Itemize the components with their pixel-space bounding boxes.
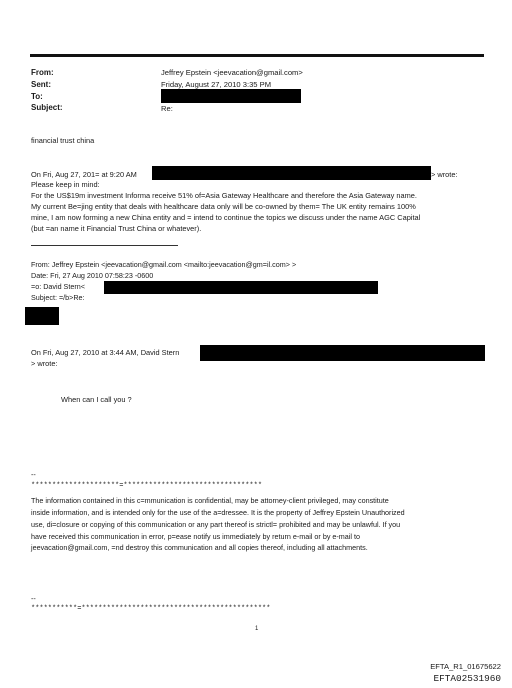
forward-to: =o: David Stern<	[31, 282, 85, 291]
quote1-line-4: (but =an name it Financial Trust China or whatever).	[31, 224, 202, 233]
separator-line	[31, 245, 178, 246]
forward-from: From: Jeffrey Epstein <jeevacation@gmail.com <mailto:jeevacation@gm=il.com> >	[31, 260, 297, 269]
redaction-forward-to	[104, 281, 378, 294]
disclaimer-line-4: jeevacation@gmail.com, =nd destroy this communication and all copies thereof, including all attachments.	[31, 543, 368, 552]
body-first-line: financial trust china	[31, 136, 95, 145]
disclaimer-line-2: use, di=closure or copying of this communication or any part thereof is strictl= prohibited and may be unlawful. If you	[31, 520, 401, 529]
footer-code-2: EFTA02531960	[433, 673, 501, 684]
redaction-quote2-sender	[200, 345, 485, 361]
page-number: 1	[255, 626, 259, 632]
sent-value: Friday, August 27, 2010 3:35 PM	[161, 80, 272, 89]
disclaimer-line-3: have received this communication in error, p=ease notify us immediately by return e-mail or by e-mail to	[31, 532, 360, 541]
question-line: When can I call you ?	[61, 395, 132, 404]
quote2-wrote: > wrote:	[31, 359, 58, 368]
disclaimer-line-1: inside information, and is intended only for the use of the a=dressee. It is the property of Jeffrey Epstein Unauthorized	[31, 508, 405, 517]
footer-code-1: EFTA_R1_01675622	[430, 662, 501, 671]
to-label: To:	[31, 92, 43, 101]
quote1-intro: On Fri, Aug 27, 201= at 9:20 AM	[31, 170, 137, 179]
from-label: From:	[31, 68, 54, 77]
redaction-block	[25, 307, 59, 325]
quote1-wrote: > wrote:	[431, 170, 458, 179]
disclaimer-dashes: --	[31, 470, 36, 479]
forward-subject: Subject: =/b>Re:	[31, 293, 85, 302]
quote1-line-2: My current Be=jing entity that deals with healthcare data only will be co-owned by them= The UK entity remains 100%	[31, 202, 416, 211]
forward-date: Date: Fri, 27 Aug 2010 07:58:23 -0600	[31, 271, 154, 280]
sent-label: Sent:	[31, 80, 51, 89]
subject-value: Re:	[161, 104, 173, 113]
quote1-line-1: For the US$19m investment Informa receive 51% of=Asia Gateway Healthcare and therefore the Asia Gateway name.	[31, 191, 417, 200]
subject-label: Subject:	[31, 103, 63, 112]
from-value: Jeffrey Epstein <jeevacation@gmail.com>	[161, 68, 303, 77]
disclaimer-stars-2: ***********=*********************************************	[31, 605, 271, 613]
disclaimer-line-0: The information contained in this c=mmunication is confidential, may be attorney-client privileged, may constitute	[31, 496, 389, 505]
quote1-line-0: Please keep in mind:	[31, 180, 100, 189]
disclaimer-stars: *********************=*********************************	[31, 482, 263, 490]
disclaimer-dashes-2: --	[31, 594, 36, 603]
redaction-quote1-sender	[152, 166, 431, 180]
header-rule	[30, 54, 484, 57]
quote1-line-3: mine, I am now forming a new China entity and = intend to continue the topics we discuss under the name AGC Capital	[31, 213, 421, 222]
redaction-to	[161, 89, 301, 103]
quote2-intro: On Fri, Aug 27, 2010 at 3:44 AM, David Stern	[31, 348, 180, 357]
